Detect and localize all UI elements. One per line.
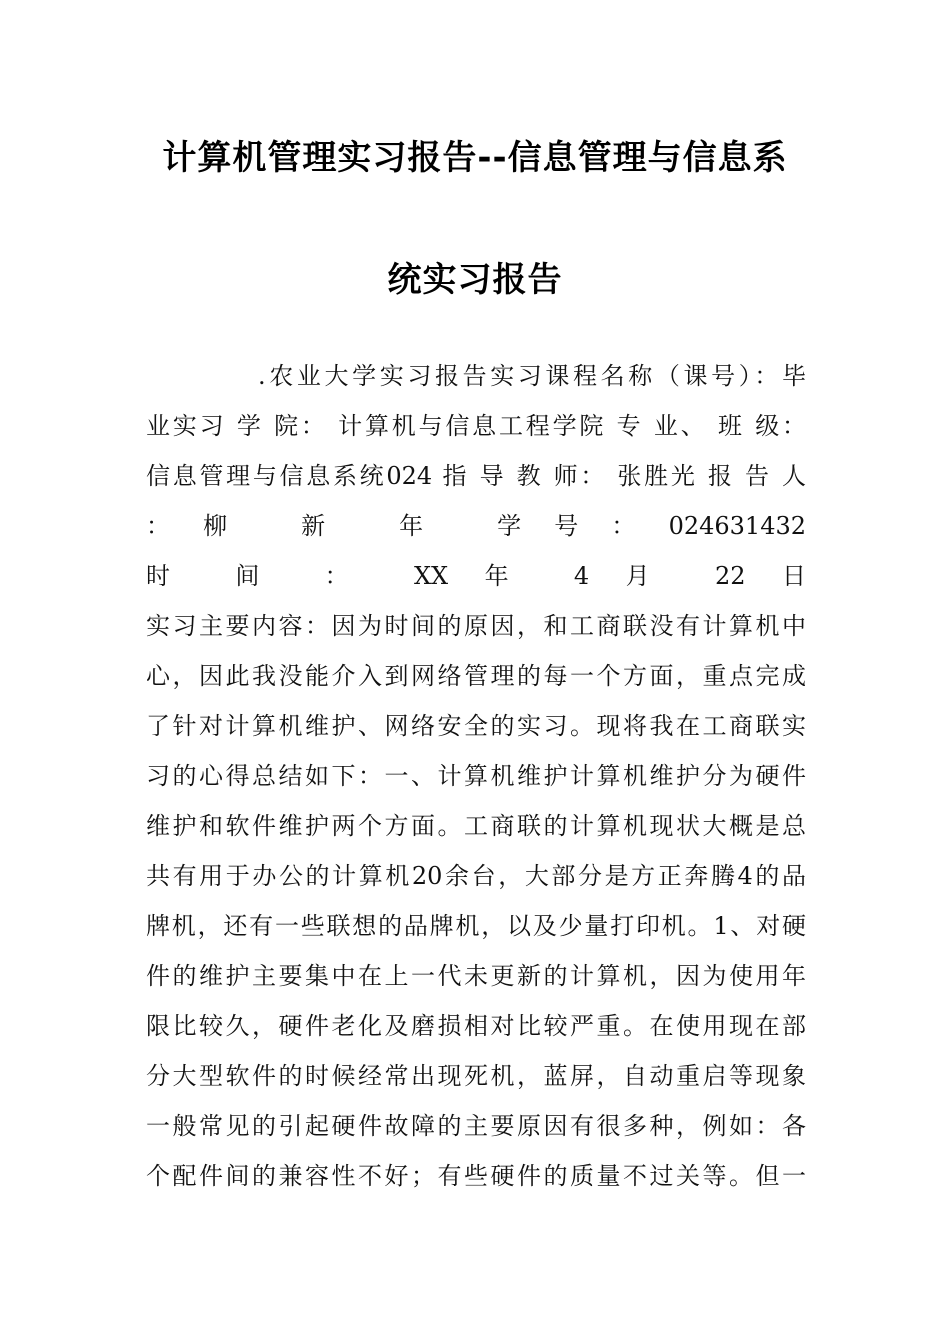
body-line: .农业大学实习报告实习课程名称（课号）：毕 bbox=[258, 362, 806, 390]
body-line: 实习主要内容：因为时间的原因，和工商联没有计算机中 bbox=[146, 612, 806, 640]
body-line: 限比较久，硬件老化及磨损相对比较严重。在使用现在部 bbox=[146, 1012, 806, 1040]
body-line: ：柳 新 年 学号：024631432 bbox=[146, 512, 806, 540]
body-line: 一般常见的引起硬件故障的主要原因有很多种，例如：各 bbox=[146, 1112, 806, 1140]
body-line: 信息管理与信息系统024 指 导 教 师： 张胜光 报 告 人 bbox=[146, 462, 806, 490]
body-line: 共有用于办公的计算机20余台，大部分是方正奔腾4的品 bbox=[146, 862, 806, 890]
body-line: 个配件间的兼容性不好；有些硬件的质量不过关等。但一 bbox=[146, 1162, 806, 1190]
document-body bbox=[146, 358, 806, 1208]
body-line: 维护和软件维护两个方面。工商联的计算机现状大概是总 bbox=[146, 812, 806, 840]
document-title-line-1: 计算机管理实习报告--信息管理与信息系 bbox=[162, 138, 788, 178]
body-line: 心，因此我没能介入到网络管理的每一个方面，重点完成 bbox=[146, 662, 806, 690]
body-line: 牌机，还有一些联想的品牌机，以及少量打印机。1、对硬 bbox=[146, 912, 806, 940]
body-line: 习的心得总结如下：一、计算机维护计算机维护分为硬件 bbox=[146, 762, 806, 790]
body-line: 了针对计算机维护、网络安全的实习。现将我在工商联实 bbox=[146, 712, 806, 740]
body-line: 分大型软件的时候经常出现死机，蓝屏，自动重启等现象 bbox=[146, 1062, 806, 1090]
body-line: 业实习 学 院： 计算机与信息工程学院 专 业、 班 级： bbox=[146, 412, 806, 440]
body-line: 件的维护主要集中在上一代未更新的计算机，因为使用年 bbox=[146, 962, 806, 990]
document-title-line-2: 统实习报告 bbox=[387, 260, 563, 300]
body-line: 时 间 ： XX 年 4 月 22 日 bbox=[146, 562, 806, 590]
